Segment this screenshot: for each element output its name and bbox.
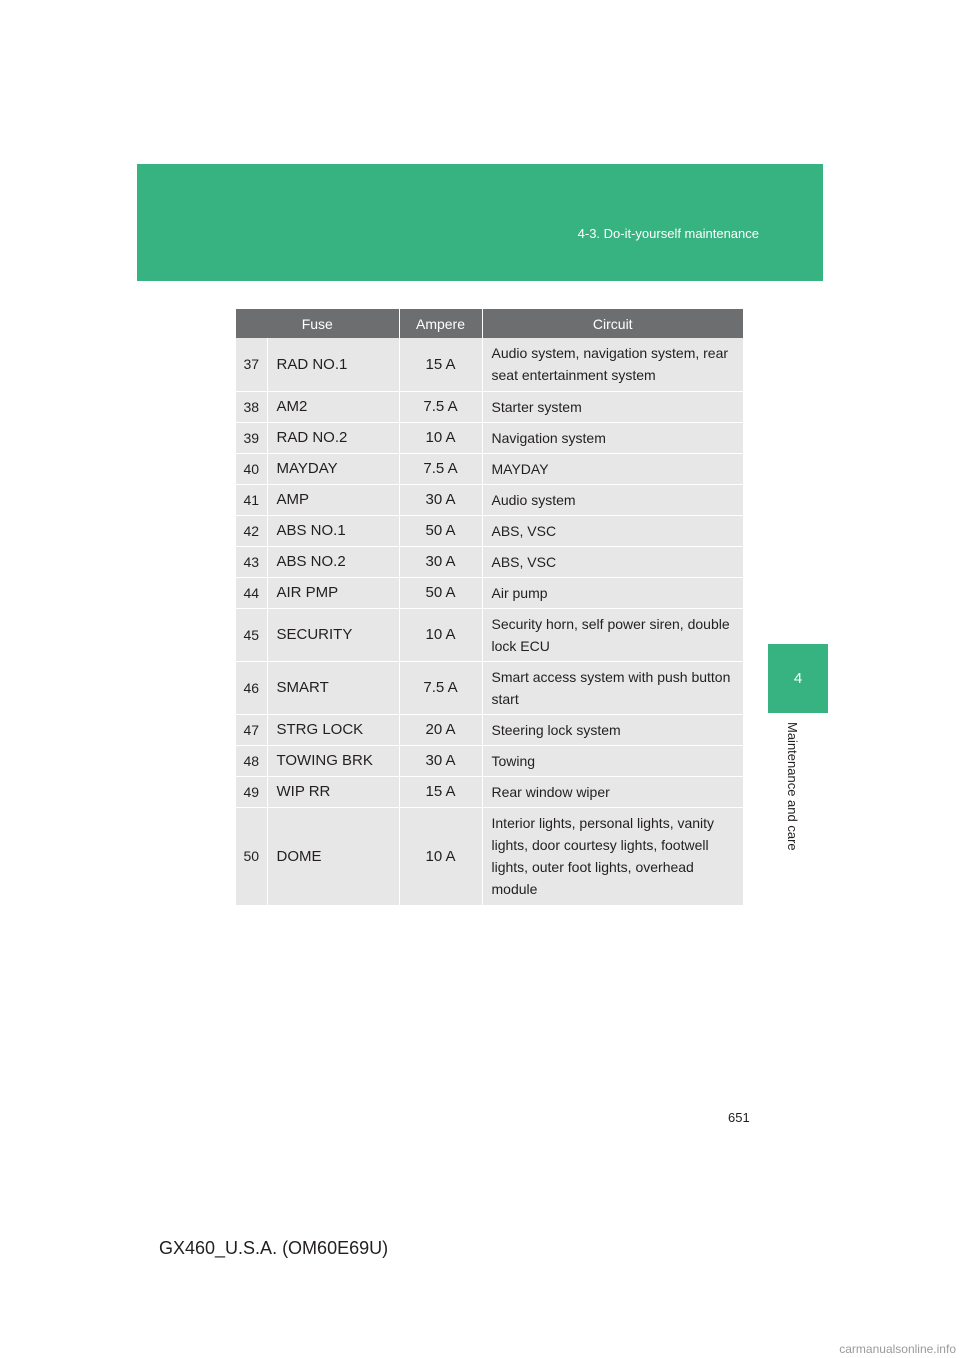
ampere-cell: 15 A — [399, 776, 482, 807]
circuit-cell: MAYDAY — [482, 453, 743, 484]
fuse-name-cell: SMART — [267, 661, 399, 714]
ampere-cell: 10 A — [399, 422, 482, 453]
table-row — [236, 453, 743, 484]
ampere-cell: 7.5 A — [399, 661, 482, 714]
circuit-cell: Smart access system with push button start — [482, 661, 743, 714]
table-row — [236, 422, 743, 453]
fuse-number-cell: 43 — [236, 546, 267, 577]
table-row — [236, 338, 743, 391]
chapter-title: Maintenance and care — [785, 722, 800, 851]
fuse-number-cell: 39 — [236, 422, 267, 453]
header-circuit: Circuit — [482, 309, 743, 338]
page-number: 651 — [728, 1110, 750, 1125]
model-code: GX460_U.S.A. (OM60E69U) — [159, 1238, 389, 1258]
ampere-cell: 15 A — [399, 338, 482, 391]
circuit-cell: ABS, VSC — [482, 546, 743, 577]
ampere-cell: 50 A — [399, 515, 482, 546]
fuse-number-cell: 37 — [236, 338, 267, 391]
table-row — [236, 608, 743, 661]
circuit-cell: Steering lock system — [482, 714, 743, 745]
table-row — [236, 577, 743, 608]
fuse-name-cell: WIP RR — [267, 776, 399, 807]
table-row — [236, 484, 743, 515]
circuit-cell: Navigation system — [482, 422, 743, 453]
table-row — [236, 714, 743, 745]
circuit-cell: Towing — [482, 745, 743, 776]
circuit-cell: Air pump — [482, 577, 743, 608]
fuse-number-cell: 48 — [236, 745, 267, 776]
circuit-cell: Security horn, self power siren, double lock ECU — [482, 608, 743, 661]
chapter-number: 4 — [793, 670, 803, 687]
ampere-cell: 20 A — [399, 714, 482, 745]
section-title: 4-3. Do-it-yourself maintenance — [577, 226, 759, 241]
header-ampere: Ampere — [399, 309, 482, 338]
table-row — [236, 546, 743, 577]
ampere-cell: 7.5 A — [399, 391, 482, 422]
circuit-cell: Audio system — [482, 484, 743, 515]
table-row — [236, 515, 743, 546]
fuse-name-cell: ABS NO.1 — [267, 515, 399, 546]
ampere-cell: 10 A — [399, 608, 482, 661]
fuse-name-cell: STRG LOCK — [267, 714, 399, 745]
fuse-number-cell: 41 — [236, 484, 267, 515]
table-body — [236, 338, 743, 905]
circuit-cell: Audio system, navigation system, rear seat entertainment system — [482, 338, 743, 391]
fuse-name-cell: AM2 — [267, 391, 399, 422]
ampere-cell: 30 A — [399, 546, 482, 577]
fuse-number-cell: 46 — [236, 661, 267, 714]
fuse-number-cell: 38 — [236, 391, 267, 422]
table-row — [236, 661, 743, 714]
fuse-name-cell: RAD NO.2 — [267, 422, 399, 453]
fuse-name-cell: AIR PMP — [267, 577, 399, 608]
table-header-row — [236, 309, 743, 338]
fuse-name-cell: ABS NO.2 — [267, 546, 399, 577]
fuse-number-cell: 50 — [236, 807, 267, 905]
fuse-number-cell: 42 — [236, 515, 267, 546]
ampere-cell: 30 A — [399, 745, 482, 776]
ampere-cell: 50 A — [399, 577, 482, 608]
fuse-number-cell: 49 — [236, 776, 267, 807]
table-row — [236, 745, 743, 776]
ampere-cell: 10 A — [399, 807, 482, 905]
header-band — [137, 164, 823, 281]
circuit-cell: Interior lights, personal lights, vanity lights, door courtesy lights, footwell lights, outer foot lights, overhead module — [482, 807, 743, 905]
table-row — [236, 776, 743, 807]
circuit-cell: Starter system — [482, 391, 743, 422]
circuit-cell: ABS, VSC — [482, 515, 743, 546]
fuse-number-cell: 47 — [236, 714, 267, 745]
table-row — [236, 807, 743, 905]
fuse-number-cell: 40 — [236, 453, 267, 484]
circuit-cell: Rear window wiper — [482, 776, 743, 807]
fuse-number-cell: 44 — [236, 577, 267, 608]
fuse-name-cell: SECURITY — [267, 608, 399, 661]
header-fuse: Fuse — [236, 309, 399, 338]
chapter-tab — [768, 644, 828, 713]
ampere-cell: 7.5 A — [399, 453, 482, 484]
fuse-name-cell: TOWING BRK — [267, 745, 399, 776]
ampere-cell: 30 A — [399, 484, 482, 515]
fuse-name-cell: RAD NO.1 — [267, 338, 399, 391]
watermark: carmanualsonline.info — [839, 1342, 956, 1356]
table-row — [236, 391, 743, 422]
fuse-name-cell: AMP — [267, 484, 399, 515]
fuse-table — [236, 309, 743, 906]
fuse-name-cell: DOME — [267, 807, 399, 905]
fuse-number-cell: 45 — [236, 608, 267, 661]
fuse-name-cell: MAYDAY — [267, 453, 399, 484]
